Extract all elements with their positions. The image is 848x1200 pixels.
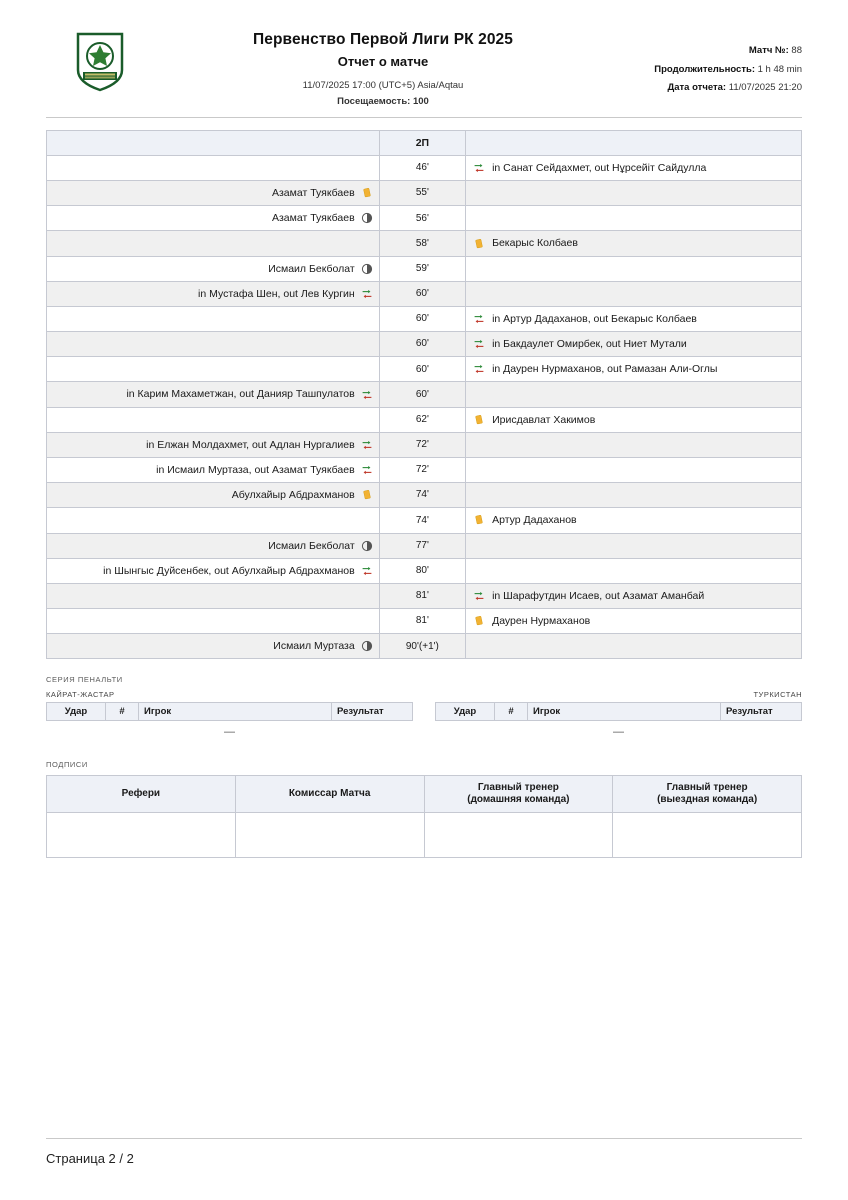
substitution-icon bbox=[361, 464, 373, 476]
away-coach-line1: Главный тренер bbox=[666, 781, 748, 793]
yellow-card-icon bbox=[473, 414, 485, 426]
signatures-table bbox=[46, 775, 802, 858]
away-event-cell bbox=[466, 558, 802, 583]
event-minute-cell: 74' bbox=[379, 508, 465, 533]
penalties-away-col-result: Результат bbox=[721, 703, 802, 721]
event-minute-cell: 60' bbox=[379, 332, 465, 357]
penalties-home-col-player: Игрок bbox=[139, 703, 332, 721]
away-event-cell bbox=[466, 357, 802, 382]
second-yellow-red-card-icon bbox=[361, 640, 373, 652]
signatures-blank-row bbox=[47, 813, 802, 858]
away-event-cell bbox=[466, 583, 802, 608]
yellow-card-icon bbox=[361, 187, 373, 199]
home-event-cell bbox=[47, 155, 380, 180]
page-number: Страница 2 / 2 bbox=[46, 1151, 134, 1166]
header-divider bbox=[46, 117, 802, 118]
event-minute-cell: 46' bbox=[379, 155, 465, 180]
away-event-text: Артур Дадаханов bbox=[492, 514, 577, 527]
table-row bbox=[47, 206, 802, 231]
event-minute-cell: 58' bbox=[379, 231, 465, 256]
match-number-value: 88 bbox=[791, 45, 802, 56]
signature-cell-commissar[interactable] bbox=[235, 813, 424, 858]
penalties-home-table bbox=[46, 702, 413, 721]
home-event-cell bbox=[47, 634, 380, 659]
away-event-text: in Санат Сейдахмет, out Нұрсейіт Сайдулла bbox=[492, 161, 707, 174]
home-event-cell bbox=[47, 332, 380, 357]
home-event-text: Исмаил Бекболат bbox=[268, 539, 355, 552]
report-date-value: 11/07/2025 21:20 bbox=[728, 82, 802, 94]
table-row bbox=[47, 432, 802, 457]
home-event-cell bbox=[47, 457, 380, 482]
second-yellow-red-card-icon bbox=[361, 263, 373, 275]
event-minute-cell: 81' bbox=[379, 583, 465, 608]
home-event-text: in Карим Махаметжан, out Данияр Ташпулатов bbox=[126, 388, 355, 401]
penalties-home-col-result: Результат bbox=[332, 703, 413, 721]
federation-logo bbox=[46, 24, 154, 92]
away-event-cell bbox=[466, 332, 802, 357]
home-event-text: in Шынгыс Дуйсенбек, out Абулхайыр Абдрахманов bbox=[103, 564, 355, 577]
penalties-away-col-player: Игрок bbox=[528, 703, 721, 721]
table-row bbox=[47, 583, 802, 608]
table-row bbox=[47, 609, 802, 634]
match-datetime: 11/07/2025 17:00 (UTC+5) Asia/Aqtau bbox=[302, 79, 464, 91]
home-event-cell bbox=[47, 181, 380, 206]
substitution-icon bbox=[473, 338, 485, 350]
crest-icon bbox=[74, 30, 126, 92]
signature-cell-referee[interactable] bbox=[47, 813, 236, 858]
event-minute-cell: 74' bbox=[379, 483, 465, 508]
signature-col-referee: Рефери bbox=[47, 776, 236, 813]
event-minute-cell: 60' bbox=[379, 281, 465, 306]
away-event-cell bbox=[466, 181, 802, 206]
events-table-body bbox=[47, 155, 802, 658]
table-row bbox=[47, 483, 802, 508]
table-row bbox=[47, 332, 802, 357]
away-event-cell bbox=[466, 382, 802, 407]
away-event-cell bbox=[466, 609, 802, 634]
home-coach-line1: Главный тренер bbox=[477, 781, 559, 793]
page-subtitle: Отчет о матче bbox=[337, 53, 429, 69]
penalties-away-empty: — bbox=[613, 726, 624, 739]
away-event-text: in Бакдаулет Омирбек, out Ниет Мутали bbox=[492, 338, 687, 351]
away-event-text: Даурен Нурмаханов bbox=[492, 615, 591, 628]
away-event-cell bbox=[466, 432, 802, 457]
away-event-text: in Артур Дадаханов, out Бекарыс Колбаев bbox=[492, 312, 697, 325]
home-events-header bbox=[47, 130, 380, 155]
period-header: 2П bbox=[379, 130, 465, 155]
report-date-line bbox=[612, 79, 802, 98]
penalties-home-col bbox=[46, 690, 413, 738]
away-event-cell bbox=[466, 457, 802, 482]
penalties-away-col bbox=[435, 690, 802, 738]
home-event-text: in Исмаил Муртаза, out Азамат Туякбаев bbox=[156, 463, 355, 476]
away-event-cell bbox=[466, 306, 802, 331]
table-row bbox=[47, 508, 802, 533]
report-date-label: Дата отчета: bbox=[667, 82, 727, 94]
second-yellow-red-card-icon bbox=[361, 540, 373, 552]
duration-line bbox=[612, 61, 802, 80]
home-event-cell bbox=[47, 206, 380, 231]
table-row bbox=[47, 407, 802, 432]
event-minute-cell: 60' bbox=[379, 306, 465, 331]
penalties-home-header-row bbox=[47, 703, 413, 721]
attendance-value: 100 bbox=[412, 95, 429, 107]
away-coach-line2: (выездная команда) bbox=[657, 794, 758, 806]
substitution-icon bbox=[473, 590, 485, 602]
away-event-cell bbox=[466, 155, 802, 180]
away-event-text: Бекарыс Колбаев bbox=[492, 237, 578, 250]
home-event-cell bbox=[47, 508, 380, 533]
home-event-cell bbox=[47, 609, 380, 634]
home-event-text: in Мустафа Шен, out Лев Кургин bbox=[198, 287, 355, 300]
home-event-cell bbox=[47, 407, 380, 432]
table-row bbox=[47, 382, 802, 407]
event-minute-cell: 90'(+1') bbox=[379, 634, 465, 659]
penalties-away-team: ТУРКИСТАН bbox=[753, 690, 802, 700]
signatures-header-row bbox=[47, 776, 802, 813]
event-minute-cell: 60' bbox=[379, 357, 465, 382]
yellow-card-icon bbox=[473, 615, 485, 627]
substitution-icon bbox=[473, 363, 485, 375]
home-event-text: Исмаил Муртаза bbox=[273, 640, 355, 653]
event-minute-cell: 60' bbox=[379, 382, 465, 407]
event-minute-cell: 59' bbox=[379, 256, 465, 281]
penalties-away-col-number: # bbox=[495, 703, 528, 721]
penalties-home-col-number: # bbox=[106, 703, 139, 721]
table-row bbox=[47, 181, 802, 206]
table-row bbox=[47, 306, 802, 331]
table-row bbox=[47, 231, 802, 256]
event-minute-cell: 56' bbox=[379, 206, 465, 231]
events-header-row bbox=[47, 130, 802, 155]
table-row bbox=[47, 281, 802, 306]
signature-cell-away-coach[interactable] bbox=[613, 813, 802, 858]
away-event-cell bbox=[466, 508, 802, 533]
substitution-icon bbox=[361, 565, 373, 577]
match-number-line bbox=[612, 42, 802, 61]
page-footer bbox=[46, 1138, 802, 1166]
yellow-card-icon bbox=[473, 238, 485, 250]
home-event-cell bbox=[47, 231, 380, 256]
signature-col-home-coach bbox=[424, 776, 613, 813]
event-minute-cell: 62' bbox=[379, 407, 465, 432]
penalties-home-col-shot: Удар bbox=[47, 703, 106, 721]
home-event-text: Абулхайыр Абдрахманов bbox=[231, 489, 355, 502]
home-event-cell bbox=[47, 558, 380, 583]
away-event-cell bbox=[466, 231, 802, 256]
penalties-home-team: КАЙРАТ-ЖАСТАР bbox=[46, 690, 115, 700]
second-yellow-red-card-icon bbox=[361, 212, 373, 224]
home-event-cell bbox=[47, 432, 380, 457]
away-event-cell bbox=[466, 483, 802, 508]
signatures-section-label: ПОДПИСИ bbox=[46, 760, 88, 770]
home-event-cell bbox=[47, 306, 380, 331]
substitution-icon bbox=[361, 288, 373, 300]
report-header bbox=[46, 24, 802, 117]
home-event-cell bbox=[47, 256, 380, 281]
penalties-home-empty: — bbox=[224, 726, 235, 739]
signature-col-away-coach bbox=[613, 776, 802, 813]
table-row bbox=[47, 357, 802, 382]
duration-value: 1 h 48 min bbox=[757, 63, 802, 75]
away-event-cell bbox=[466, 281, 802, 306]
away-event-cell bbox=[466, 206, 802, 231]
home-event-cell bbox=[47, 382, 380, 407]
signature-cell-home-coach[interactable] bbox=[424, 813, 613, 858]
attendance-label: Посещаемость: bbox=[337, 95, 411, 107]
penalties-section-label: СЕРИЯ ПЕНАЛЬТИ bbox=[46, 675, 123, 685]
away-event-cell bbox=[466, 634, 802, 659]
event-minute-cell: 55' bbox=[379, 181, 465, 206]
penalties-away-header-row bbox=[436, 703, 802, 721]
home-event-text: in Елжан Молдахмет, out Адлан Нургалиев bbox=[146, 438, 355, 451]
home-coach-line2: (домашняя команда) bbox=[467, 794, 570, 806]
event-minute-cell: 77' bbox=[379, 533, 465, 558]
signature-col-commissar: Комиссар Матча bbox=[235, 776, 424, 813]
home-event-cell bbox=[47, 533, 380, 558]
table-row bbox=[47, 634, 802, 659]
substitution-icon bbox=[361, 439, 373, 451]
home-event-cell bbox=[47, 583, 380, 608]
substitution-icon bbox=[473, 313, 485, 325]
away-event-cell bbox=[466, 533, 802, 558]
yellow-card-icon bbox=[361, 489, 373, 501]
event-minute-cell: 72' bbox=[379, 432, 465, 457]
page-title: Первенство Первой Лиги РК 2025 bbox=[253, 31, 513, 48]
event-minute-cell: 72' bbox=[379, 457, 465, 482]
substitution-icon bbox=[473, 162, 485, 174]
event-minute-cell: 80' bbox=[379, 558, 465, 583]
away-event-cell bbox=[466, 407, 802, 432]
match-events-table bbox=[46, 130, 802, 659]
table-row bbox=[47, 155, 802, 180]
away-event-cell bbox=[466, 256, 802, 281]
away-event-text: Ирисдавлат Хакимов bbox=[492, 413, 596, 426]
penalties-wrap bbox=[46, 690, 802, 738]
home-event-text: Азамат Туякбаев bbox=[271, 187, 355, 200]
match-number-label: Матч №: bbox=[748, 45, 789, 56]
duration-label: Продолжительность: bbox=[654, 63, 755, 75]
yellow-card-icon bbox=[473, 514, 485, 526]
home-event-text: Азамат Туякбаев bbox=[271, 212, 355, 225]
table-row bbox=[47, 533, 802, 558]
events-table-head bbox=[47, 130, 802, 155]
header-right-meta bbox=[612, 24, 802, 98]
event-minute-cell: 81' bbox=[379, 609, 465, 634]
footer-divider bbox=[46, 1138, 802, 1139]
table-row bbox=[47, 558, 802, 583]
home-event-cell bbox=[47, 483, 380, 508]
header-center bbox=[154, 24, 612, 107]
penalties-away-col-shot: Удар bbox=[436, 703, 495, 721]
away-events-header bbox=[466, 130, 802, 155]
table-row bbox=[47, 256, 802, 281]
home-event-cell bbox=[47, 281, 380, 306]
away-event-text: in Даурен Нурмаханов, out Рамазан Али-Оглы bbox=[492, 363, 718, 376]
home-event-text: Исмаил Бекболат bbox=[268, 262, 355, 275]
table-row bbox=[47, 457, 802, 482]
substitution-icon bbox=[361, 389, 373, 401]
penalties-away-table bbox=[435, 702, 802, 721]
home-event-cell bbox=[47, 357, 380, 382]
away-event-text: in Шарафутдин Исаев, out Азамат Аманбай bbox=[492, 589, 705, 602]
attendance bbox=[154, 96, 612, 107]
